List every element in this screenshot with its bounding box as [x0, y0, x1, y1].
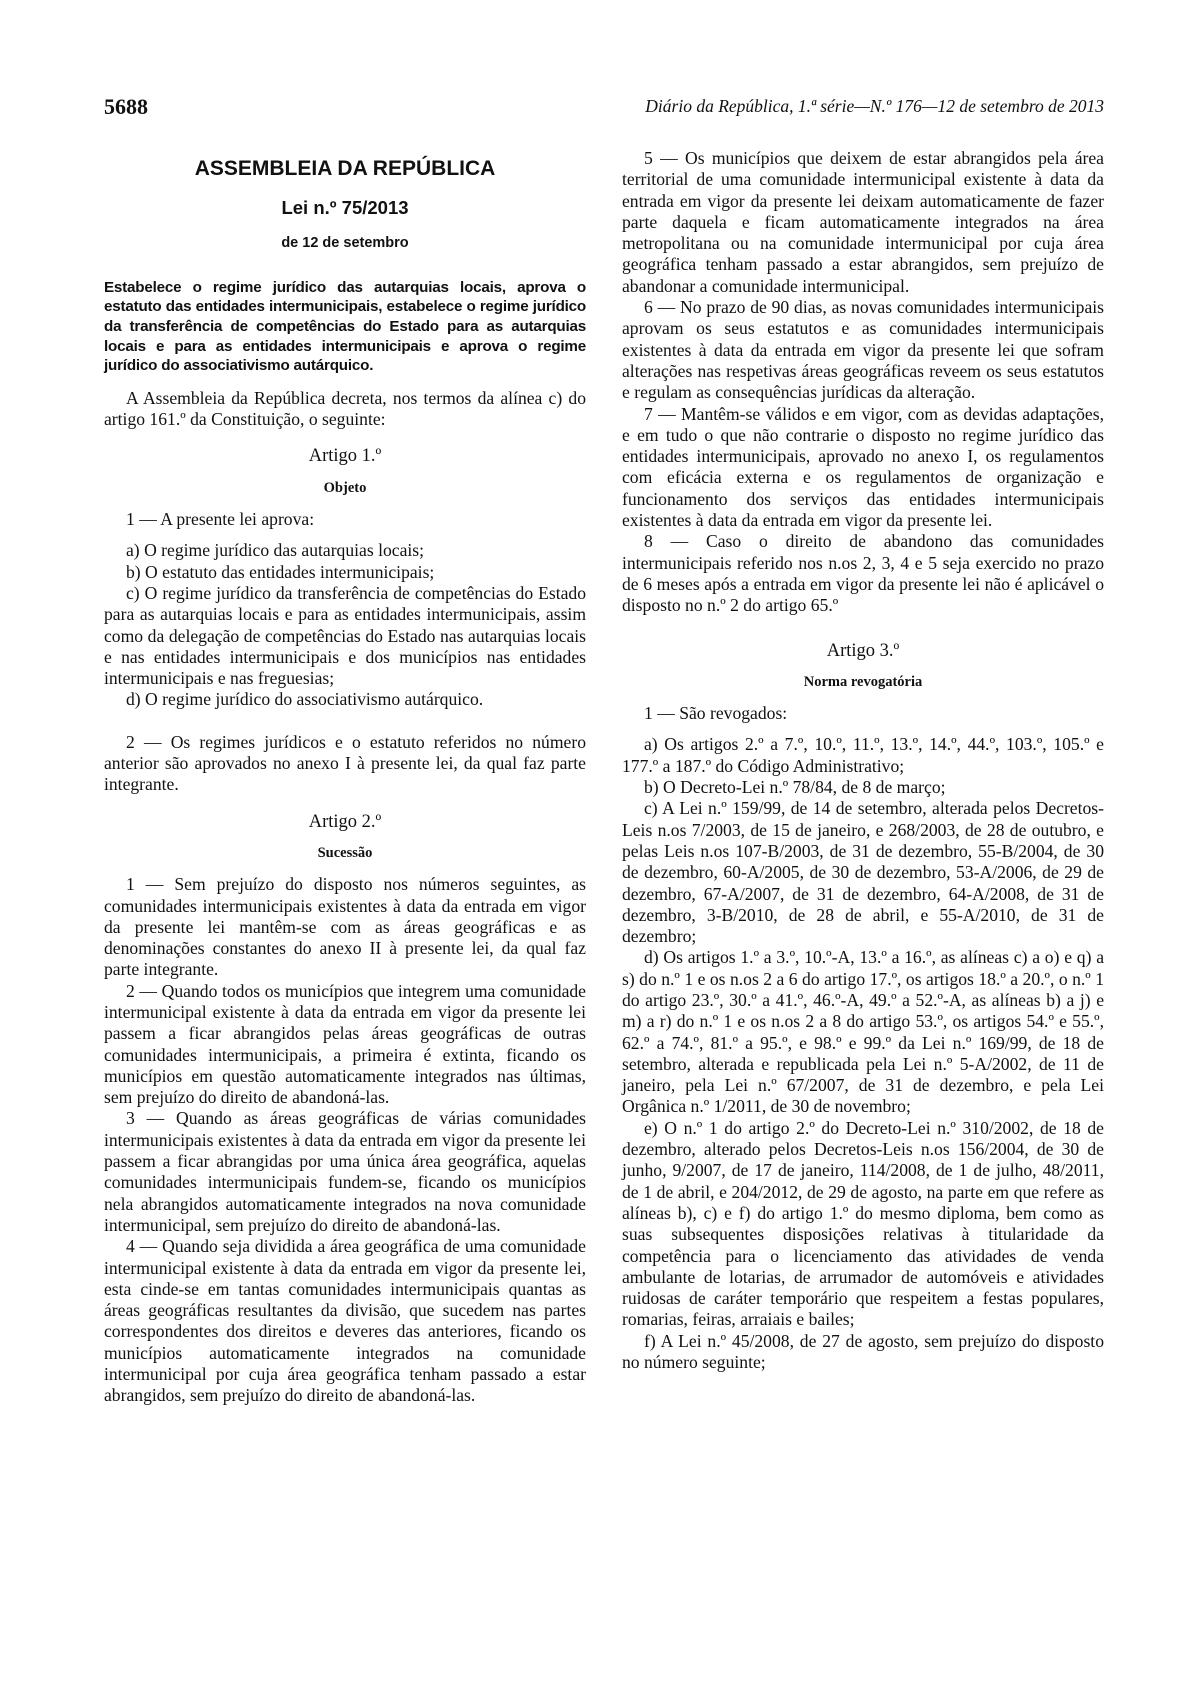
preamble: A Assembleia da República decreta, nos termos da alínea c) do artigo 161.º da Constituição, o seguinte:: [104, 387, 586, 430]
article-3-item-e: e) O n.º 1 do artigo 2.º do Decreto-Lei n.º 310/2002, de 18 de dezembro, alterado pelos Decretos-Leis n.os 156/2004, de 30 de junho, 9/2007, de 17 de janeiro, 114/2008, de 1 de julho, 48/2011, de 1 de abril, e 204/2012, de 29 de agosto, na parte em que refere as alíneas b), c) e f) do artigo 1.º do mesmo diploma, bem como as suas subsequentes disposições relativas à titularidade da competência para o licenciamento das atividades de venda ambulante de lotarias, de arrumador de automóveis e atividades ruidosas de caráter temporário que respeitem a festas populares, romarias, feiras, arraiais e bailes;: [622, 1117, 1104, 1330]
document-page: [104, 94, 1104, 1406]
left-column: [104, 148, 586, 1407]
article-3-heading: Artigo 3.º: [826, 640, 900, 661]
article-3-item-b: b) O Decreto-Lei n.º 78/84, de 8 de março;: [644, 777, 946, 798]
article-1-paragraph-2: 2 — Os regimes jurídicos e o estatuto referidos no número anterior são aprovados no anexo I à presente lei, da qual faz parte integrante.: [104, 731, 586, 795]
article-3-item-d: d) Os artigos 1.º a 3.º, 10.º-A, 13.º a 16.º, as alíneas c) a o) e q) a s) do n.º 1 e os n.os 2 a 6 do artigo 17.º, os artigos 18.º a 20.º, o n.º 1 do artigo 23.º, 30.º a 41.º, 46.º-A, 49.º a 52.º-A, as alíneas b) a j) e m) a r) do n.º 1 e os n.os 2 a 8 do artigo 53.º, os artigos 54.º e 55.º, 62.º a 74.º, 81.º a 95.º, e 98.º e 99.º da Lei n.º 169/99, de 18 de setembro, alterada e republicada pela Lei n.º 5-A/2002, de 11 de janeiro, pela Lei n.º 67/2007, de 31 de dezembro, e pela Lei Orgânica n.º 1/2011, de 30 de novembro;: [622, 947, 1104, 1117]
article-3-item-a: a) Os artigos 2.º a 7.º, 10.º, 11.º, 13.º, 14.º, 44.º, 103.º, 105.º e 177.º a 187.º do Código Administrativo;: [622, 734, 1104, 776]
law-date: de 12 de setembro: [281, 234, 409, 251]
article-3-title: Norma revogatória: [803, 673, 923, 690]
article-3-item-f: f) A Lei n.º 45/2008, de 27 de agosto, sem prejuízo do disposto no número seguinte;: [622, 1330, 1104, 1373]
article-2-paragraph-4: 4 — Quando seja dividida a área geográfica de uma comunidade intermunicipal existente à data da entrada em vigor da presente lei, esta cinde-se em tantas comunidades intermunicipais quantas as áreas geográficas resultantes da divisão, que sucedem nas partes correspondentes dos direitos e deveres das anteriores, ficando os municípios automaticamente integrados na comunidade intermunicipal por cuja área geográfica tenham passado a estar abrangidos, sem prejuízo do direito de abandoná-las.: [104, 1236, 586, 1406]
article-3-item-c: c) A Lei n.º 159/99, de 14 de setembro, alterada pelos Decretos-Leis n.os 7/2003, de 15 de janeiro, e 268/2003, de 28 de outubro, e pelas Leis n.os 107-B/2003, de 31 de dezembro, 55-B/2004, de 30 de dezembro, 60-A/2005, de 30 de dezembro, 53-A/2006, de 29 de dezembro, 67-A/2007, de 31 de dezembro, 64-A/2008, de 31 de dezembro, 3-B/2010, de 28 de abril, e 55-A/2010, de 31 de dezembro;: [622, 798, 1104, 947]
article-1-title: Objeto: [323, 479, 367, 496]
article-1-item-b: b) O estatuto das entidades intermunicipais;: [126, 561, 435, 582]
article-2-paragraph-7: 7 — Mantêm-se válidos e em vigor, com as devidas adaptações, e em tudo o que não contrarie o disposto no regime jurídico das entidades intermunicipais, aprovado no anexo I, os regulamentos com eficácia externa e os regulamentos de organização e funcionamento dos serviços das entidades intermunicipais existentes à data da entrada em vigor da presente lei.: [622, 403, 1104, 531]
article-2-paragraph-6: 6 — No prazo de 90 dias, as novas comunidades intermunicipais aprovam os seus estatutos e as comunidades intermunicipais existentes à data da entrada em vigor da presente lei que sofram alterações nas respetivas áreas geográficas reveem os seus estatutos e regulam as consequências jurídicas da alteração.: [622, 297, 1104, 403]
article-1-item-a: a) O regime jurídico das autarquias locais;: [126, 540, 425, 561]
article-2-heading: Artigo 2.º: [308, 811, 382, 832]
law-title: Lei n.º 75/2013: [281, 197, 409, 219]
page-number: 5688: [104, 94, 148, 119]
article-2-paragraph-2: 2 — Quando todos os municípios que integrem uma comunidade intermunicipal existente à data da entrada em vigor da presente lei passem a ficar abrangidos pelas áreas geográficas de outras comunidades intermunicipais, a primeira é extinta, ficando os municípios em questão automaticamente integrados nas últimas, sem prejuízo do direito de abandoná-las.: [104, 980, 586, 1108]
running-head: Diário da República, 1.ª série—N.º 176—12 de setembro de 2013: [645, 96, 1104, 116]
page-header: [104, 94, 1104, 134]
law-summary: Estabelece o regime jurídico das autarquias locais, aprova o estatuto das entidades intermunicipais, estabelece o regime jurídico da transferência de competências do Estado para as autarquias locais e para as entidades intermunicipais e aprova o regime jurídico do associativismo autárquico.: [104, 278, 586, 375]
article-1-item-c: c) O regime jurídico da transferência de competências do Estado para as autarquias locais e para as entidades intermunicipais, assim como da delegação de competências do Estado nas autarquias locais e nas entidades intermunicipais e dos municípios nas entidades intermunicipais e nas freguesias;: [104, 582, 586, 689]
right-column: [622, 148, 1104, 1373]
article-2-paragraph-1: 1 — Sem prejuízo do disposto nos números seguintes, as comunidades intermunicipais existentes à data da entrada em vigor da presente lei mantêm-se com as áreas geográficas e as denominações constantes do anexo II à presente lei, da qual faz parte integrante.: [104, 874, 586, 980]
article-3-paragraph-1: 1 — São revogados:: [644, 703, 788, 724]
article-1-item-d: d) O regime jurídico do associativismo autárquico.: [126, 689, 484, 710]
article-2-paragraph-3: 3 — Quando as áreas geográficas de várias comunidades intermunicipais existentes à data da entrada em vigor da presente lei passem a ficar abrangidas por uma única área geográfica, aquelas comunidades intermunicipais fundem-se, ficando os municípios nela abrangidos automaticamente integrados na nova comunidade intermunicipal, sem prejuízo do direito de abandoná-las.: [104, 1108, 586, 1235]
article-2-paragraph-5: 5 — Os municípios que deixem de estar abrangidos pela área territorial de uma comunidade intermunicipal existente à data da entrada em vigor da presente lei deixam automaticamente de fazer parte daquela e ficam automaticamente integrados na área metropolitana ou na comunidade intermunicipal por cuja área geográfica tenham passado a estar abrangidos, sem prejuízo de abandonar a comunidade intermunicipal.: [622, 148, 1104, 296]
article-2-paragraph-8: 8 — Caso o direito de abandono das comunidades intermunicipais referido nos n.os 2, 3, 4 e 5 seja exercido no prazo de 6 meses após a entrada em vigor da presente lei não é aplicável o disposto no n.º 2 do artigo 65.º: [622, 531, 1104, 616]
organization-heading: ASSEMBLEIA DA REPÚBLICA: [194, 157, 496, 180]
article-1-heading: Artigo 1.º: [308, 446, 382, 467]
article-2-title: Sucessão: [317, 844, 373, 861]
article-1-paragraph-1: 1 — A presente lei aprova:: [126, 509, 315, 530]
